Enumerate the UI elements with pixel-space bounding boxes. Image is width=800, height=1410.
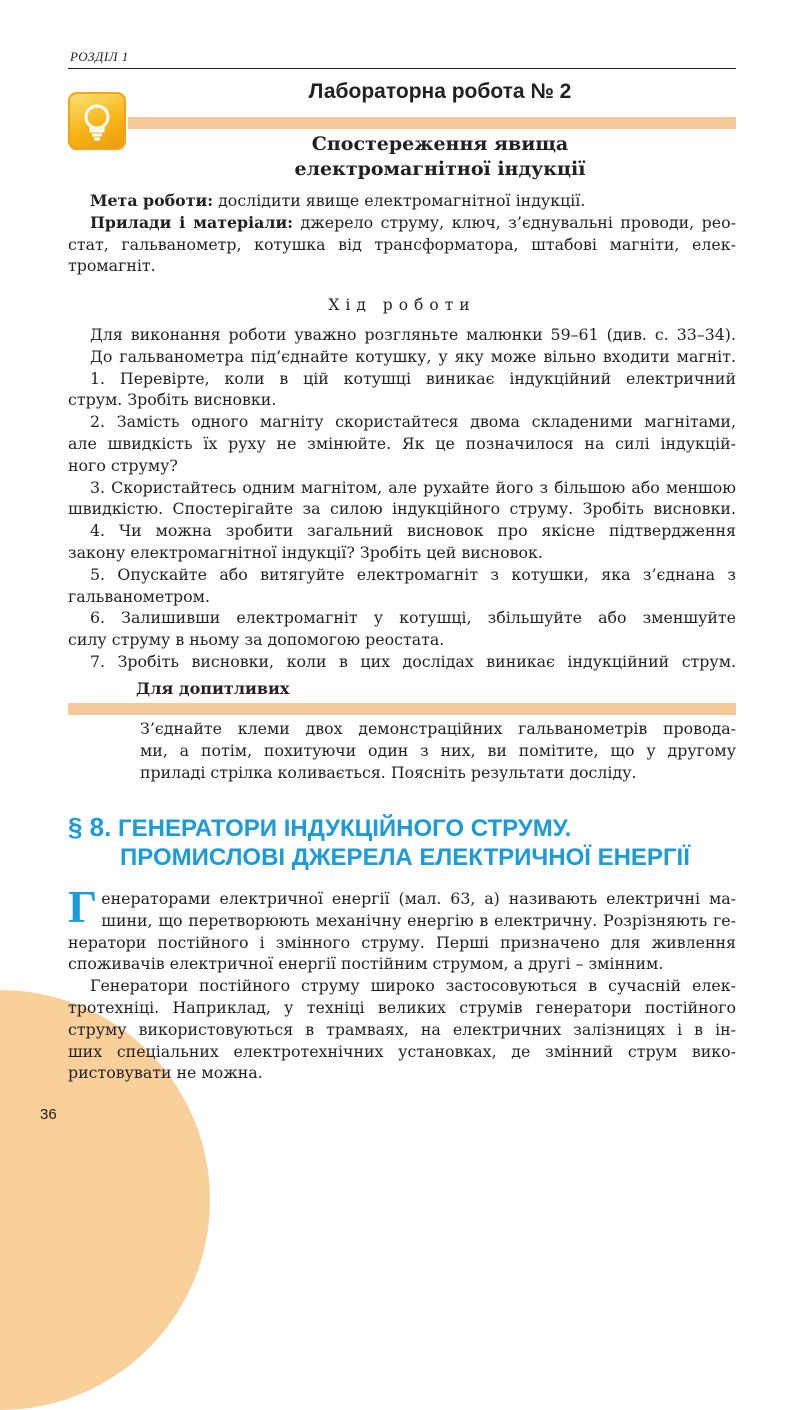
body-line: струму використовуються в трамваях, на електричних залізницях і в ін-: [68, 1019, 736, 1039]
drop-cap: Г: [68, 881, 98, 932]
lightbulb-icon: [68, 92, 126, 150]
for-curious-text: [140, 718, 736, 784]
section-title-line-2: ПРОМИСЛОВІ ДЖЕРЕЛА ЕЛЕКТРИЧНОЇ ЕНЕРГІЇ: [120, 844, 690, 871]
goal-label: Мета роботи:: [90, 191, 214, 210]
materials-label: Прилади і матеріали:: [90, 212, 294, 232]
procedure-step-5-cont: гальванометром.: [68, 586, 210, 606]
subtitle-line-2: електромагнітної індукції: [294, 158, 586, 180]
procedure-step-5: 5. Опускайте або витягуйте електромагніт з котушки, яка з’єднана з: [90, 564, 736, 584]
section-title: [68, 813, 690, 872]
body-line: тротехніці. Наприклад, у техніці великих струмів генератори постійного: [68, 997, 736, 1017]
for-curious-line: З’єднайте клеми двох демонстраційних гальванометрів провода-: [140, 719, 736, 738]
body-line: ристовувати не можна.: [68, 1063, 263, 1083]
body-line: Генератори постійного струму широко застосовуються в сучасній елек-: [90, 976, 736, 996]
procedure-heading: Хід роботи: [328, 296, 476, 314]
section-number: § 8.: [68, 812, 112, 842]
body-line: споживачів електричної енергії постійним струмом, а другі – змінним.: [68, 954, 664, 974]
procedure-line: Для виконання роботи уважно розгляньте малюнки 59–61 (див. с. 33–34).: [90, 325, 736, 344]
goal-paragraph: [68, 190, 736, 277]
materials-line-3: тромагніт.: [68, 256, 156, 276]
for-curious-line: ми, а потім, похитуючи один з них, ви помітите, що у другому: [140, 741, 736, 760]
procedure-step-2-cont: але швидкість їх руху не змінюйте. Як це позначилося на силі індукцій-: [68, 433, 736, 453]
procedure-step-3-cont: швидкістю. Спостерігайте за силою індукційного струму. Зробіть висновки.: [68, 499, 736, 519]
procedure-step-4: 4. Чи можна зробити загальний висновок про якісне підтвердження: [90, 521, 736, 541]
body-text: [68, 881, 736, 1084]
procedure-step-6-cont: силу струму в ньому за допомогою реостата.: [68, 630, 445, 650]
materials-text: джерело струму, ключ, з’єднувальні проводи, рео-: [293, 212, 736, 232]
for-curious-line: приладі стрілка коливається. Поясніть результати досліду.: [140, 763, 637, 782]
procedure-step-6: 6. Залишивши електромагніт у котушці, збільшуйте або зменшуйте: [90, 608, 736, 628]
page-number: 36: [40, 1106, 57, 1123]
goal-text: дослідити явище електромагнітної індукції.: [213, 191, 586, 210]
procedure-step-3: 3. Скористайтесь одним магнітом, але рухайте його з більшою або меншою: [90, 477, 736, 497]
lab-subtitle: [190, 132, 690, 182]
procedure-step-7: 7. Зробіть висновки, коли в цих дослідах виникає індукційний струм.: [90, 651, 736, 671]
body-line: шини, що перетворюють механічну енергію в електричну. Розрізняють ге-: [101, 910, 736, 930]
title-band: [128, 117, 736, 129]
materials-line-2: стат, гальванометр, котушка від трансформатора, штабові магніти, елек-: [68, 234, 736, 254]
goal-line: [90, 190, 736, 212]
procedure-step-1: 1. Перевірте, коли в цій котушці виникає індукційний електричний: [90, 368, 736, 388]
materials-line-1: [90, 212, 736, 234]
body-line: нератори постійного і змінного струму. Перші призначено для живлення: [68, 932, 736, 952]
procedure-step-2-end: ного струму?: [68, 455, 178, 475]
procedure-step-1-cont: струм. Зробіть висновки.: [68, 390, 277, 410]
body-line: ших спеціальних електротехнічних установках, де змінний струм вико-: [68, 1041, 736, 1061]
running-head: РОЗДІЛ 1: [70, 49, 129, 64]
procedure-line: До гальванометра під’єднайте котушку, у яку може вільно входити магніт.: [90, 346, 736, 366]
for-curious-band: [68, 703, 736, 715]
section-title-line-1: ГЕНЕРАТОРИ ІНДУКЦІЙНОГО СТРУМУ.: [118, 815, 572, 842]
header-rule: [68, 68, 736, 69]
lab-title: Лабораторна робота № 2: [308, 80, 572, 103]
body-line: енераторами електричної енергії (мал. 63, а) називають електричні ма-: [101, 889, 736, 908]
procedure-step-2: 2. Замість одного магніту скористайтеся двома складеними магнітами,: [90, 412, 736, 432]
procedure-list: [68, 324, 736, 673]
procedure-step-4-cont: закону електромагнітної індукції? Зробіть цей висновок.: [68, 542, 543, 562]
for-curious-heading: Для допитливих: [136, 679, 290, 698]
subtitle-line-1: Спостереження явища: [311, 133, 569, 155]
